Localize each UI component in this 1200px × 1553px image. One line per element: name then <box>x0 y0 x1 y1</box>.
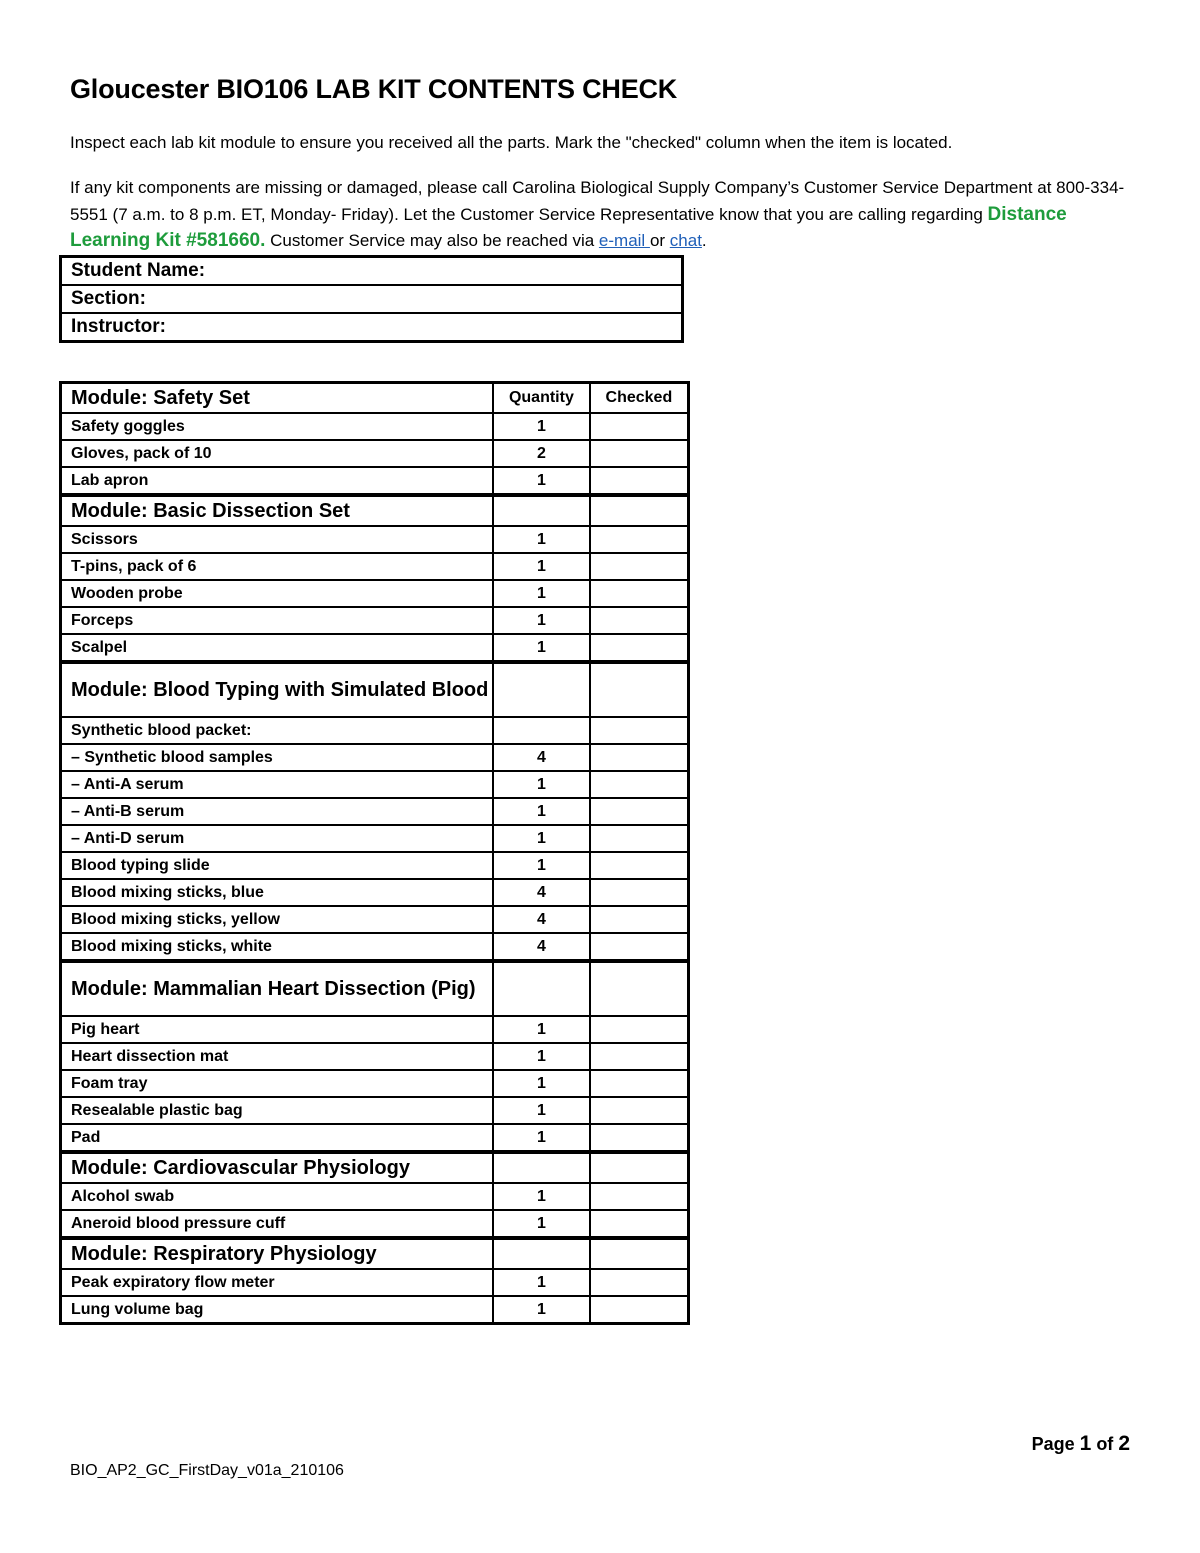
item-quantity: 1 <box>493 852 590 879</box>
item-quantity: 1 <box>493 634 590 662</box>
module-checked-cell <box>590 961 689 1016</box>
page-prefix: Page <box>1031 1434 1080 1454</box>
item-name: Aneroid blood pressure cuff <box>61 1210 494 1238</box>
module-title: Module: Safety Set <box>61 383 494 414</box>
item-name: Pig heart <box>61 1016 494 1043</box>
item-quantity: 1 <box>493 798 590 825</box>
item-row <box>61 1016 689 1043</box>
item-checked-cell[interactable] <box>590 634 689 662</box>
student-name-field[interactable]: Student Name: <box>61 257 683 286</box>
item-name: Lab apron <box>61 467 494 495</box>
item-name: – Anti-A serum <box>61 771 494 798</box>
item-quantity: 4 <box>493 933 590 961</box>
item-name: Scissors <box>61 526 494 553</box>
item-quantity <box>493 717 590 744</box>
item-row <box>61 467 689 495</box>
item-row <box>61 798 689 825</box>
item-row <box>61 933 689 961</box>
module-title: Module: Blood Typing with Simulated Blood <box>61 662 494 717</box>
student-info-table <box>59 255 684 343</box>
item-row <box>61 553 689 580</box>
item-checked-cell[interactable] <box>590 1097 689 1124</box>
item-quantity: 4 <box>493 879 590 906</box>
item-quantity: 2 <box>493 440 590 467</box>
item-checked-cell[interactable] <box>590 825 689 852</box>
item-row <box>61 580 689 607</box>
item-row <box>61 1124 689 1152</box>
item-checked-cell[interactable] <box>590 1210 689 1238</box>
item-checked-cell[interactable] <box>590 413 689 440</box>
item-name: Blood mixing sticks, blue <box>61 879 494 906</box>
module-checked-cell <box>590 495 689 526</box>
item-name: Safety goggles <box>61 413 494 440</box>
module-checked-cell <box>590 662 689 717</box>
item-row <box>61 825 689 852</box>
notice-text-2: Customer Service may also be reached via <box>265 231 599 250</box>
module-checked-cell <box>590 1238 689 1269</box>
item-quantity: 1 <box>493 1043 590 1070</box>
item-quantity: 4 <box>493 744 590 771</box>
item-row <box>61 1269 689 1296</box>
item-checked-cell[interactable] <box>590 744 689 771</box>
section-field[interactable]: Section: <box>61 285 683 313</box>
item-checked-cell[interactable] <box>590 1043 689 1070</box>
kit-number: Distance Learning Kit #581660. <box>70 203 1067 251</box>
item-checked-cell[interactable] <box>590 906 689 933</box>
module-title: Module: Mammalian Heart Dissection (Pig) <box>61 961 494 1016</box>
item-row <box>61 1097 689 1124</box>
item-checked-cell[interactable] <box>590 1183 689 1210</box>
item-checked-cell[interactable] <box>590 717 689 744</box>
notice-text-4: . <box>701 231 707 250</box>
item-quantity: 4 <box>493 906 590 933</box>
item-row <box>61 634 689 662</box>
item-row <box>61 526 689 553</box>
item-quantity: 1 <box>493 1070 590 1097</box>
module-title: Module: Basic Dissection Set <box>61 495 494 526</box>
item-checked-cell[interactable] <box>590 771 689 798</box>
module-quantity-cell <box>493 1238 590 1269</box>
item-name: Forceps <box>61 607 494 634</box>
item-checked-cell[interactable] <box>590 1016 689 1043</box>
item-name: Scalpel <box>61 634 494 662</box>
item-quantity: 1 <box>493 1097 590 1124</box>
page-total: 2 <box>1118 1432 1130 1455</box>
item-checked-cell[interactable] <box>590 798 689 825</box>
item-quantity: 1 <box>493 771 590 798</box>
item-row <box>61 852 689 879</box>
checked-column-header: Checked <box>590 383 689 414</box>
notice-text-3: or <box>649 231 670 250</box>
page-current: 1 <box>1079 1432 1092 1455</box>
email-link[interactable]: e-mail <box>598 231 650 250</box>
item-quantity: 1 <box>493 1124 590 1152</box>
kit-contents-table <box>59 381 690 1325</box>
page-of: of <box>1091 1434 1119 1454</box>
intro-text: Inspect each lab kit module to ensure you received all the parts. Mark the "checked" column when the item is located. <box>70 133 953 152</box>
page-number <box>1032 1432 1130 1456</box>
module-quantity-cell <box>493 495 590 526</box>
item-row <box>61 771 689 798</box>
module-quantity-cell <box>493 1152 590 1183</box>
item-checked-cell[interactable] <box>590 879 689 906</box>
item-name: Blood typing slide <box>61 852 494 879</box>
module-header-row <box>61 662 689 717</box>
item-name: Resealable plastic bag <box>61 1097 494 1124</box>
item-quantity: 1 <box>493 1269 590 1296</box>
item-quantity: 1 <box>493 825 590 852</box>
item-quantity: 1 <box>493 467 590 495</box>
item-checked-cell[interactable] <box>590 553 689 580</box>
item-quantity: 1 <box>493 1183 590 1210</box>
item-checked-cell[interactable] <box>590 933 689 961</box>
item-row <box>61 1070 689 1097</box>
item-name: Pad <box>61 1124 494 1152</box>
item-row <box>61 906 689 933</box>
item-checked-cell[interactable] <box>590 852 689 879</box>
item-checked-cell[interactable] <box>590 1124 689 1152</box>
item-quantity: 1 <box>493 1016 590 1043</box>
item-row <box>61 1210 689 1238</box>
item-checked-cell[interactable] <box>590 467 689 495</box>
item-checked-cell[interactable] <box>590 440 689 467</box>
document-id-footer: BIO_AP2_GC_FirstDay_v01a_210106 <box>70 1462 344 1479</box>
module-title: Module: Cardiovascular Physiology <box>61 1152 494 1183</box>
item-row <box>61 440 689 467</box>
item-name: – Anti-D serum <box>61 825 494 852</box>
item-row <box>61 1296 689 1324</box>
chat-link[interactable]: chat <box>669 231 702 250</box>
item-name: Heart dissection mat <box>61 1043 494 1070</box>
item-checked-cell[interactable] <box>590 1296 689 1324</box>
item-name: Blood mixing sticks, white <box>61 933 494 961</box>
item-row <box>61 1043 689 1070</box>
module-header-row <box>61 961 689 1016</box>
module-quantity-cell <box>493 662 590 717</box>
item-checked-cell[interactable] <box>590 580 689 607</box>
item-quantity: 1 <box>493 1210 590 1238</box>
item-row <box>61 1183 689 1210</box>
item-name: T-pins, pack of 6 <box>61 553 494 580</box>
instructor-field[interactable]: Instructor: <box>61 313 683 342</box>
module-header-row <box>61 495 689 526</box>
item-quantity: 1 <box>493 607 590 634</box>
item-row <box>61 717 689 744</box>
module-title: Module: Respiratory Physiology <box>61 1238 494 1269</box>
item-quantity: 1 <box>493 413 590 440</box>
item-name: Foam tray <box>61 1070 494 1097</box>
item-checked-cell[interactable] <box>590 526 689 553</box>
item-quantity: 1 <box>493 1296 590 1324</box>
item-quantity: 1 <box>493 526 590 553</box>
item-checked-cell[interactable] <box>590 1269 689 1296</box>
item-quantity: 1 <box>493 580 590 607</box>
item-quantity: 1 <box>493 553 590 580</box>
item-row <box>61 879 689 906</box>
item-name: Wooden probe <box>61 580 494 607</box>
support-notice <box>70 175 1140 255</box>
item-checked-cell[interactable] <box>590 607 689 634</box>
item-name: Alcohol swab <box>61 1183 494 1210</box>
quantity-column-header: Quantity <box>493 383 590 414</box>
item-name: Synthetic blood packet: <box>61 717 494 744</box>
module-quantity-cell <box>493 961 590 1016</box>
item-name: Blood mixing sticks, yellow <box>61 906 494 933</box>
module-header-row <box>61 383 689 414</box>
item-name: Peak expiratory flow meter <box>61 1269 494 1296</box>
item-row <box>61 744 689 771</box>
notice-text-1: If any kit components are missing or damaged, please call Carolina Biological Supply Company’s Customer Service Department at 800-334-5551 (7 a.m. to 8 p.m. ET, Monday- Friday). Let the Customer Service Representative know that you are calling regarding <box>70 178 1125 224</box>
module-header-row <box>61 1238 689 1269</box>
item-name: Gloves, pack of 10 <box>61 440 494 467</box>
item-row <box>61 413 689 440</box>
item-name: – Anti-B serum <box>61 798 494 825</box>
module-header-row <box>61 1152 689 1183</box>
item-name: Lung volume bag <box>61 1296 494 1324</box>
module-checked-cell <box>590 1152 689 1183</box>
item-row <box>61 607 689 634</box>
item-name: – Synthetic blood samples <box>61 744 494 771</box>
page-title: Gloucester BIO106 LAB KIT CONTENTS CHECK <box>70 74 678 104</box>
item-checked-cell[interactable] <box>590 1070 689 1097</box>
